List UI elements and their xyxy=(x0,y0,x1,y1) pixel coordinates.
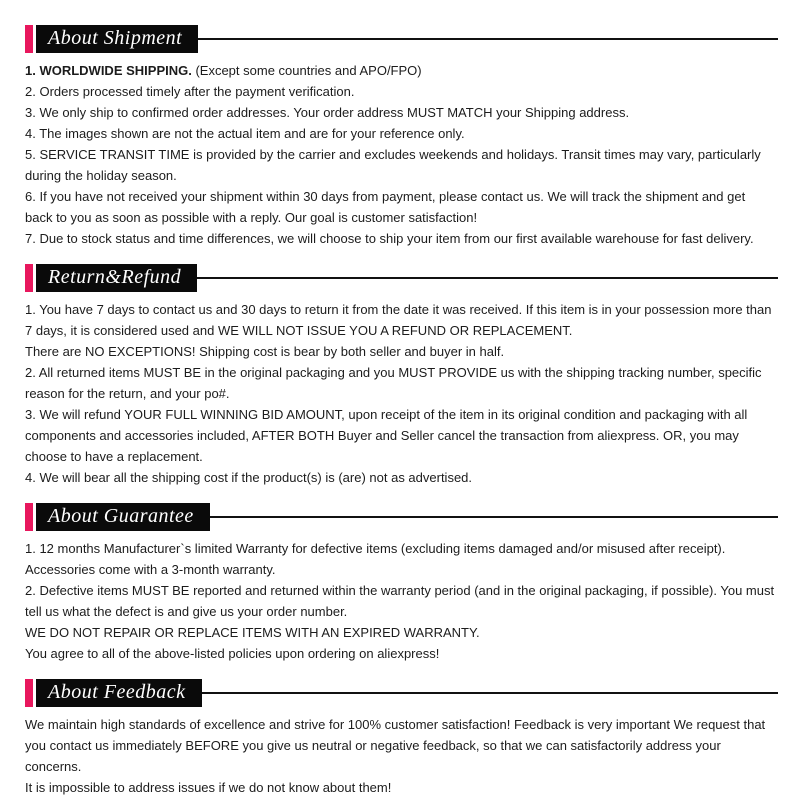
policy-line: It is impossible to address issues if we do not know about them! xyxy=(25,780,392,795)
section-header xyxy=(25,679,778,707)
section-body xyxy=(25,60,775,249)
policy-line: 1. 12 months Manufacturer`s limited Warranty for defective items (excluding items damaged and/or misused after receipt). Accessories come with a 3-month warranty. xyxy=(25,541,726,577)
policy-line: 7. Due to stock status and time differences, we will choose to ship your item from our first available warehouse for fast delivery. xyxy=(25,231,754,246)
header-rule xyxy=(198,38,778,40)
accent-bar-icon xyxy=(25,503,33,531)
policy-line: There are NO EXCEPTIONS! Shipping cost is bear by both seller and buyer in half. xyxy=(25,344,505,359)
section-title: Return&Refund xyxy=(36,264,197,292)
policy-line: 2. All returned items MUST BE in the original packaging and you MUST PROVIDE us with the shipping tracking number, specific reason for the return, and your po#. xyxy=(25,365,762,401)
policy-sections xyxy=(0,25,800,798)
accent-bar-icon xyxy=(25,264,33,292)
policy-line: 1. You have 7 days to contact us and 30 days to return it from the date it was received. If this item is in your possession more than 7 days, it is considered used and WE WILL NOT ISSUE YOU A REFUND OR REPLACEMENT. xyxy=(25,302,772,338)
section-header xyxy=(25,264,778,292)
section-body xyxy=(25,714,775,798)
policy-page xyxy=(0,25,800,795)
section-body xyxy=(25,538,775,664)
policy-line: 4. We will bear all the shipping cost if the product(s) is (are) not as advertised. xyxy=(25,470,473,485)
section-header xyxy=(25,25,778,53)
header-rule xyxy=(202,692,779,694)
policy-line: 3. We will refund YOUR FULL WINNING BID AMOUNT, upon receipt of the item in its original condition and packaging with all components and accessories included, AFTER BOTH Buyer and Seller cancel the transaction from aliexpress. OR, you may choose to have a replacement. xyxy=(25,407,748,464)
section-body xyxy=(25,299,775,488)
section xyxy=(0,679,800,798)
policy-line: 2. Orders processed timely after the payment verification. xyxy=(25,84,355,99)
section-title: About Shipment xyxy=(36,25,198,53)
accent-bar-icon xyxy=(25,679,33,707)
policy-line: We maintain high standards of excellence and strive for 100% customer satisfaction! Feedback is very important We request that you contact us immediately BEFORE you give us neutral or negative feedback, so that we can satisfactorily address your concerns. xyxy=(25,717,766,774)
accent-bar-icon xyxy=(25,25,33,53)
section xyxy=(0,264,800,488)
section-title: About Feedback xyxy=(36,679,202,707)
policy-line: 5. SERVICE TRANSIT TIME is provided by the carrier and excludes weekends and holidays. Transit times may vary, particularly during the holiday season. xyxy=(25,147,761,183)
section xyxy=(0,503,800,664)
policy-line: You agree to all of the above-listed policies upon ordering on aliexpress! xyxy=(25,646,440,661)
section-header xyxy=(25,503,778,531)
section-title: About Guarantee xyxy=(36,503,210,531)
policy-line: WE DO NOT REPAIR OR REPLACE ITEMS WITH AN EXPIRED WARRANTY. xyxy=(25,625,480,640)
policy-line: 2. Defective items MUST BE reported and returned within the warranty period (and in the original packaging, if possible). You must tell us what the defect is and give us your order number. xyxy=(25,583,775,619)
policy-line: 4. The images shown are not the actual item and are for your reference only. xyxy=(25,126,465,141)
header-rule xyxy=(197,277,778,279)
policy-line: 3. We only ship to confirmed order addresses. Your order address MUST MATCH your Shipping address. xyxy=(25,105,630,120)
header-rule xyxy=(210,516,778,518)
section xyxy=(0,25,800,249)
policy-line: 1. WORLDWIDE SHIPPING. (Except some countries and APO/FPO) xyxy=(25,63,422,78)
policy-line: 6. If you have not received your shipment within 30 days from payment, please contact us. We will track the shipment and get back to you as soon as possible with a reply. Our goal is customer satisfaction! xyxy=(25,189,746,225)
